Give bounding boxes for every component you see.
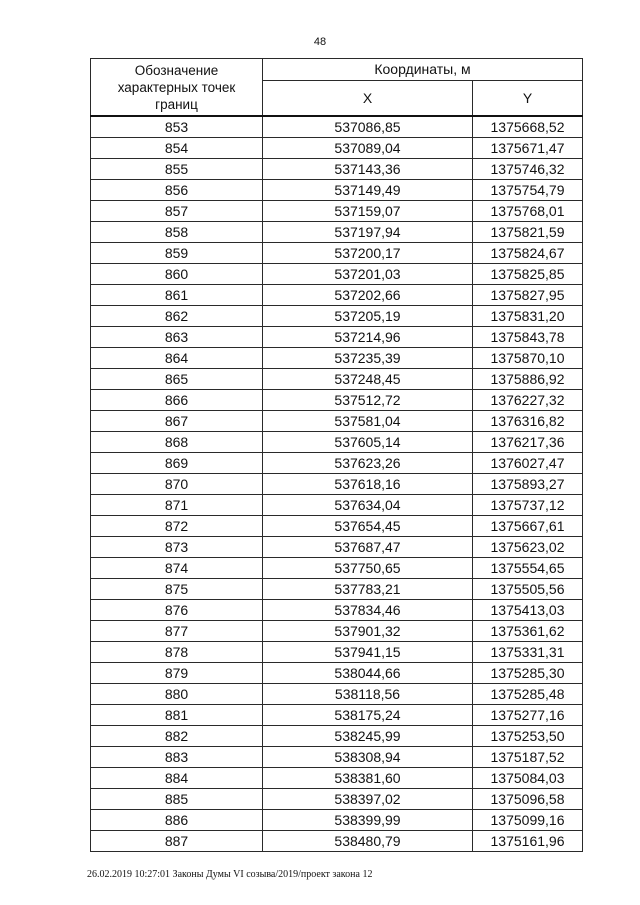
y-coordinate-cell: 1375831,20	[473, 306, 583, 327]
x-coordinate-cell: 537783,21	[263, 579, 473, 600]
x-coordinate-cell: 537235,39	[263, 348, 473, 369]
point-cell: 870	[91, 474, 263, 495]
y-coordinate-cell: 1375099,16	[473, 810, 583, 831]
point-cell: 863	[91, 327, 263, 348]
header-y: Y	[473, 81, 583, 117]
header-coordinates: Координаты, м	[263, 59, 583, 81]
table-row	[91, 411, 583, 432]
point-cell: 856	[91, 180, 263, 201]
table-row	[91, 222, 583, 243]
point-cell: 858	[91, 222, 263, 243]
y-coordinate-cell: 1375746,32	[473, 159, 583, 180]
table-row	[91, 558, 583, 579]
y-coordinate-cell: 1375843,78	[473, 327, 583, 348]
y-coordinate-cell: 1375413,03	[473, 600, 583, 621]
x-coordinate-cell: 537901,32	[263, 621, 473, 642]
x-coordinate-cell: 537159,07	[263, 201, 473, 222]
x-coordinate-cell: 537197,94	[263, 222, 473, 243]
x-coordinate-cell: 537201,03	[263, 264, 473, 285]
x-coordinate-cell: 538480,79	[263, 831, 473, 852]
point-cell: 855	[91, 159, 263, 180]
table-row	[91, 159, 583, 180]
x-coordinate-cell: 538397,02	[263, 789, 473, 810]
y-coordinate-cell: 1376227,32	[473, 390, 583, 411]
table-row	[91, 495, 583, 516]
x-coordinate-cell: 537634,04	[263, 495, 473, 516]
document-footer: 26.02.2019 10:27:01 Законы Думы VI созыва/2019/проект закона 12	[87, 869, 373, 880]
y-coordinate-cell: 1375187,52	[473, 747, 583, 768]
table-row	[91, 705, 583, 726]
table-row	[91, 768, 583, 789]
point-cell: 885	[91, 789, 263, 810]
x-coordinate-cell: 537512,72	[263, 390, 473, 411]
x-coordinate-cell: 538308,94	[263, 747, 473, 768]
y-coordinate-cell: 1375331,31	[473, 642, 583, 663]
page-number: 48	[313, 36, 327, 48]
x-coordinate-cell: 537086,85	[263, 116, 473, 138]
point-cell: 871	[91, 495, 263, 516]
x-coordinate-cell: 538175,24	[263, 705, 473, 726]
y-coordinate-cell: 1375825,85	[473, 264, 583, 285]
x-coordinate-cell: 537214,96	[263, 327, 473, 348]
point-cell: 872	[91, 516, 263, 537]
table-row	[91, 390, 583, 411]
table-row	[91, 264, 583, 285]
y-coordinate-cell: 1376217,36	[473, 432, 583, 453]
point-cell: 866	[91, 390, 263, 411]
table-row	[91, 789, 583, 810]
point-cell: 867	[91, 411, 263, 432]
table-row	[91, 138, 583, 159]
y-coordinate-cell: 1375737,12	[473, 495, 583, 516]
point-cell: 887	[91, 831, 263, 852]
y-coordinate-cell: 1375754,79	[473, 180, 583, 201]
point-cell: 862	[91, 306, 263, 327]
table-row	[91, 810, 583, 831]
x-coordinate-cell: 537202,66	[263, 285, 473, 306]
x-coordinate-cell: 537654,45	[263, 516, 473, 537]
y-coordinate-cell: 1375285,48	[473, 684, 583, 705]
y-coordinate-cell: 1375824,67	[473, 243, 583, 264]
x-coordinate-cell: 538118,56	[263, 684, 473, 705]
y-coordinate-cell: 1375768,01	[473, 201, 583, 222]
point-cell: 875	[91, 579, 263, 600]
point-cell: 857	[91, 201, 263, 222]
x-coordinate-cell: 537581,04	[263, 411, 473, 432]
table-row	[91, 579, 583, 600]
point-cell: 878	[91, 642, 263, 663]
x-coordinate-cell: 537941,15	[263, 642, 473, 663]
point-cell: 873	[91, 537, 263, 558]
point-cell: 884	[91, 768, 263, 789]
x-coordinate-cell: 537205,19	[263, 306, 473, 327]
point-cell: 886	[91, 810, 263, 831]
y-coordinate-cell: 1375893,27	[473, 474, 583, 495]
table-body	[91, 116, 583, 852]
table-row	[91, 621, 583, 642]
point-cell: 883	[91, 747, 263, 768]
y-coordinate-cell: 1375084,03	[473, 768, 583, 789]
point-cell: 865	[91, 369, 263, 390]
point-cell: 868	[91, 432, 263, 453]
table-row	[91, 831, 583, 852]
y-coordinate-cell: 1375870,10	[473, 348, 583, 369]
header-designation: Обозначение характерных точек границ	[91, 59, 263, 117]
header-x: X	[263, 81, 473, 117]
table-row	[91, 642, 583, 663]
table-row	[91, 327, 583, 348]
y-coordinate-cell: 1375671,47	[473, 138, 583, 159]
coordinates-table	[90, 58, 583, 852]
x-coordinate-cell: 537200,17	[263, 243, 473, 264]
x-coordinate-cell: 538399,99	[263, 810, 473, 831]
y-coordinate-cell: 1375886,92	[473, 369, 583, 390]
x-coordinate-cell: 538245,99	[263, 726, 473, 747]
point-cell: 880	[91, 684, 263, 705]
point-cell: 877	[91, 621, 263, 642]
y-coordinate-cell: 1375827,95	[473, 285, 583, 306]
table-row	[91, 180, 583, 201]
table-row	[91, 516, 583, 537]
table-row	[91, 116, 583, 138]
table-row	[91, 348, 583, 369]
table-row	[91, 537, 583, 558]
table-row	[91, 432, 583, 453]
y-coordinate-cell: 1375821,59	[473, 222, 583, 243]
table-row	[91, 369, 583, 390]
point-cell: 861	[91, 285, 263, 306]
table-row	[91, 243, 583, 264]
y-coordinate-cell: 1375096,58	[473, 789, 583, 810]
table-row	[91, 306, 583, 327]
point-cell: 879	[91, 663, 263, 684]
point-cell: 853	[91, 116, 263, 138]
table-row	[91, 453, 583, 474]
y-coordinate-cell: 1376027,47	[473, 453, 583, 474]
x-coordinate-cell: 538381,60	[263, 768, 473, 789]
point-cell: 864	[91, 348, 263, 369]
point-cell: 876	[91, 600, 263, 621]
point-cell: 859	[91, 243, 263, 264]
point-cell: 869	[91, 453, 263, 474]
y-coordinate-cell: 1375505,56	[473, 579, 583, 600]
y-coordinate-cell: 1376316,82	[473, 411, 583, 432]
x-coordinate-cell: 537605,14	[263, 432, 473, 453]
y-coordinate-cell: 1375285,30	[473, 663, 583, 684]
x-coordinate-cell: 537834,46	[263, 600, 473, 621]
x-coordinate-cell: 537750,65	[263, 558, 473, 579]
x-coordinate-cell: 537149,49	[263, 180, 473, 201]
y-coordinate-cell: 1375623,02	[473, 537, 583, 558]
y-coordinate-cell: 1375253,50	[473, 726, 583, 747]
y-coordinate-cell: 1375667,61	[473, 516, 583, 537]
y-coordinate-cell: 1375668,52	[473, 116, 583, 138]
y-coordinate-cell: 1375277,16	[473, 705, 583, 726]
y-coordinate-cell: 1375554,65	[473, 558, 583, 579]
point-cell: 854	[91, 138, 263, 159]
point-cell: 860	[91, 264, 263, 285]
table-row	[91, 285, 583, 306]
table-row	[91, 684, 583, 705]
y-coordinate-cell: 1375161,96	[473, 831, 583, 852]
x-coordinate-cell: 537248,45	[263, 369, 473, 390]
table-row	[91, 600, 583, 621]
table-row	[91, 747, 583, 768]
point-cell: 882	[91, 726, 263, 747]
point-cell: 874	[91, 558, 263, 579]
table-row	[91, 474, 583, 495]
x-coordinate-cell: 538044,66	[263, 663, 473, 684]
table-header	[91, 59, 583, 117]
table-row	[91, 663, 583, 684]
table-row	[91, 726, 583, 747]
x-coordinate-cell: 537143,36	[263, 159, 473, 180]
x-coordinate-cell: 537687,47	[263, 537, 473, 558]
y-coordinate-cell: 1375361,62	[473, 621, 583, 642]
x-coordinate-cell: 537618,16	[263, 474, 473, 495]
table-row	[91, 201, 583, 222]
x-coordinate-cell: 537623,26	[263, 453, 473, 474]
x-coordinate-cell: 537089,04	[263, 138, 473, 159]
point-cell: 881	[91, 705, 263, 726]
